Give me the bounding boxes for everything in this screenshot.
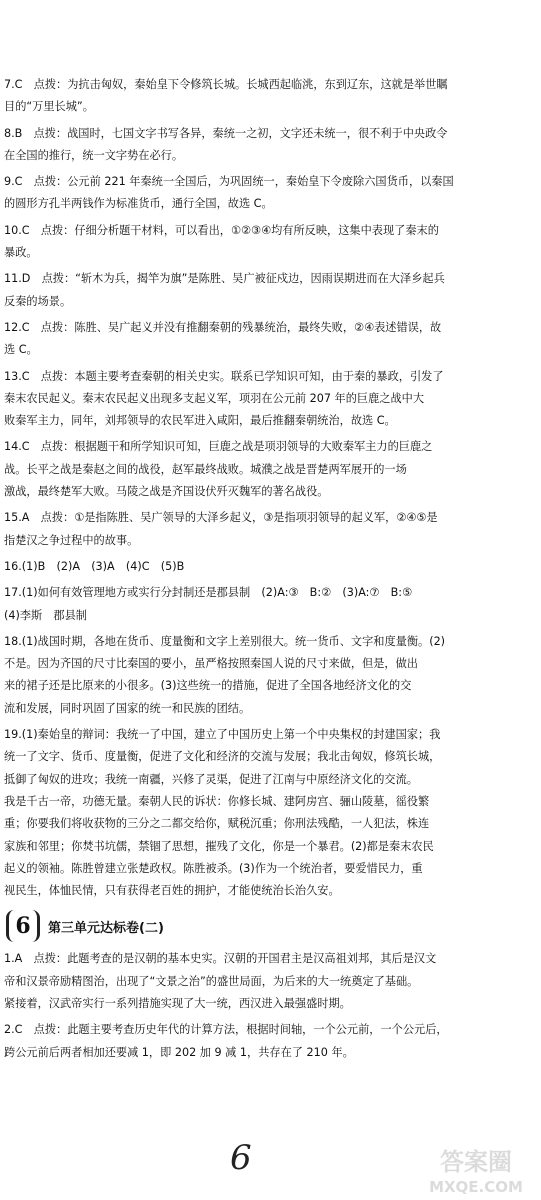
answer-line: 战。长平之战是秦赵之间的战役，赵军最终战败。城濮之战是晋楚两军展开的一场 — [4, 462, 407, 476]
answer-item — [4, 366, 536, 433]
answer-item — [4, 74, 536, 119]
answer-line: 视民生，体恤民情，只有获得老百姓的拥护，才能使统治长治久安。 — [4, 884, 340, 898]
answer-line: 7.C 点拨：为抗击匈奴，秦始皇下令修筑长城。长城西起临洮，东到辽东，这就是举世瞩 — [4, 78, 448, 91]
answer-item — [4, 556, 536, 578]
answer-item — [4, 948, 536, 1015]
section-header — [6, 910, 536, 942]
answer-line: 1.A 点拨：此题考查的是汉朝的基本史实。汉朝的开国君主是汉高祖刘邦，其后是汉文 — [4, 952, 437, 966]
answer-line: 起义的领袖。陈胜曾建立张楚政权。陈胜被杀。(3)作为一个统治者，要爱惜民力，重 — [4, 861, 423, 875]
answer-line: 选 C。 — [4, 343, 38, 357]
answer-item — [4, 317, 536, 362]
answer-line: 19.(1)秦始皇的辩词：我统一了中国，建立了中国历史上第一个中央集权的封建国家；我 — [4, 728, 441, 742]
answer-line: 17.(1)如何有效管理地方或实行分封制还是郡县制 (2)A:③ B:② (3)A:⑦ B:⑤ — [4, 586, 413, 600]
answer-line: 不是。因为齐国的尺寸比秦国的要小，虽严格按照秦国人说的尺寸来做，但是，做出 — [4, 657, 418, 671]
answer-item — [4, 171, 536, 216]
answer-group-unit3-2 — [4, 948, 536, 1063]
answer-line: 家族和邻里；你焚书坑儒，禁锢了思想，摧残了文化，你是一个暴君。(2)都是秦末农民 — [4, 839, 434, 853]
answer-line: 我是千古一帝，功德无量。秦朝人民的诉状：你修长城、建阿房宫、骊山陵墓，徭役繁 — [4, 794, 430, 808]
answer-item — [4, 507, 536, 552]
answer-line: 败秦军主力，同年，刘邦领导的农民军进入咸阳，最后推翻秦朝统治，故选 C。 — [4, 414, 396, 428]
watermark-top-text: 答案圈 — [440, 1148, 512, 1176]
answer-line: 紧接着，汉武帝实行一系列措施实现了大一统，西汉进入最强盛时期。 — [4, 996, 351, 1010]
answer-line: 帝和汉景帝励精图治，出现了“文景之治”的盛世局面，为后来的大一统奠定了基础。 — [4, 974, 419, 988]
answer-line: 14.C 点拨：根据题干和所学知识可知，巨鹿之战是项羽领导的大败秦军主力的巨鹿之 — [4, 440, 433, 454]
answer-line: 暴政。 — [4, 246, 38, 260]
section-title: 第三单元达标卷(二) — [48, 920, 164, 936]
answer-line: 流和发展，同时巩固了国家的统一和民族的团结。 — [4, 701, 251, 715]
answer-item — [4, 582, 536, 627]
answer-line: 12.C 点拨：陈胜、吴广起义并没有推翻秦朝的残暴统治，最终失败，②④表述错误，故 — [4, 320, 442, 334]
answer-item — [4, 1019, 536, 1064]
answer-line: 15.A 点拨：①是指陈胜、吴广领导的大泽乡起义，③是指项羽领导的起义军，②④⑤是 — [4, 511, 438, 525]
answer-item — [4, 631, 536, 720]
answer-line: 秦末农民起义。秦末农民起义出现多支起义军，项羽在公元前 207 年的巨鹿之战中大 — [4, 391, 425, 405]
site-watermark-logo — [417, 1140, 535, 1198]
answer-item — [4, 724, 536, 902]
answer-item — [4, 436, 536, 503]
page-number: 6 — [230, 1138, 252, 1178]
answer-line: 2.C 点拨：此题主要考查历史年代的计算方法，根据时间轴，一个公元前，一个公元后， — [4, 1023, 448, 1037]
answer-line: 的圆形方孔半两钱作为标准货币，通行全国，故选 C。 — [4, 197, 273, 211]
answer-line: 激战，最终楚军大败。马陵之战是齐国设伏歼灭魏军的著名战役。 — [4, 485, 329, 499]
answer-line: (4)李斯 郡县制 — [4, 608, 87, 622]
answer-line: 8.B 点拨：战国时，七国文字书写各异，秦统一之初，文字还未统一，很不利于中央政令 — [4, 126, 448, 140]
answer-line: 9.C 点拨：公元前 221 年秦统一全国后，为巩固统一，秦始皇下令废除六国货币，以秦国 — [4, 175, 454, 189]
watermark-bottom-text: MXQE.COM — [429, 1178, 523, 1196]
answer-line: 在全国的推行，统一文字势在必行。 — [4, 148, 184, 162]
answer-item — [4, 268, 536, 313]
answer-line: 11.D 点拨：“斩木为兵，揭竿为旗”是陈胜、吴广被征戍边，因雨误期进而在大泽乡起兵 — [4, 272, 445, 286]
answer-line: 18.(1)战国时期，各地在货币、度量衡和文字上差别很大。统一货币、文字和度量衡。(2) — [4, 634, 446, 648]
answer-item — [4, 123, 536, 168]
answer-line: 反秦的场景。 — [4, 294, 72, 308]
answer-group-unit3-1 — [4, 74, 536, 902]
answer-line: 目的“万里长城”。 — [4, 100, 94, 114]
answer-line: 跨公元前后两者相加还要减 1，即 202 加 9 减 1，共存在了 210 年。 — [4, 1045, 354, 1059]
answer-item — [4, 220, 536, 265]
answer-line: 重；你要我们将收获物的三分之二都交给你，赋税沉重；你刑法残酷，一人犯法，株连 — [4, 817, 430, 831]
answer-line: 抵御了匈奴的进攻；我统一南疆，兴修了灵渠，促进了江南与中原经济文化的交流。 — [4, 772, 418, 786]
section-number-badge: 6 — [6, 910, 40, 942]
answer-list — [4, 74, 536, 1068]
answer-line: 10.C 点拨：仔细分析题干材料，可以看出，①②③④均有所反映，这集中表现了秦末的 — [4, 223, 439, 237]
answer-line: 统一了文字、货币、度量衡，促进了文化和经济的交流与发展；我北击匈奴，修筑长城， — [4, 750, 441, 764]
answer-line: 指楚汉之争过程中的故事。 — [4, 533, 139, 547]
answer-line: 16.(1)B (2)A (3)A (4)C (5)B — [4, 559, 185, 573]
answer-line: 13.C 点拨：本题主要考查秦朝的相关史实。联系已学知识可知，由于秦的暴政，引发了 — [4, 369, 444, 383]
answer-line: 来的裙子还是比原来的小很多。(3)这些统一的措施，促进了全国各地经济文化的交 — [4, 679, 412, 693]
